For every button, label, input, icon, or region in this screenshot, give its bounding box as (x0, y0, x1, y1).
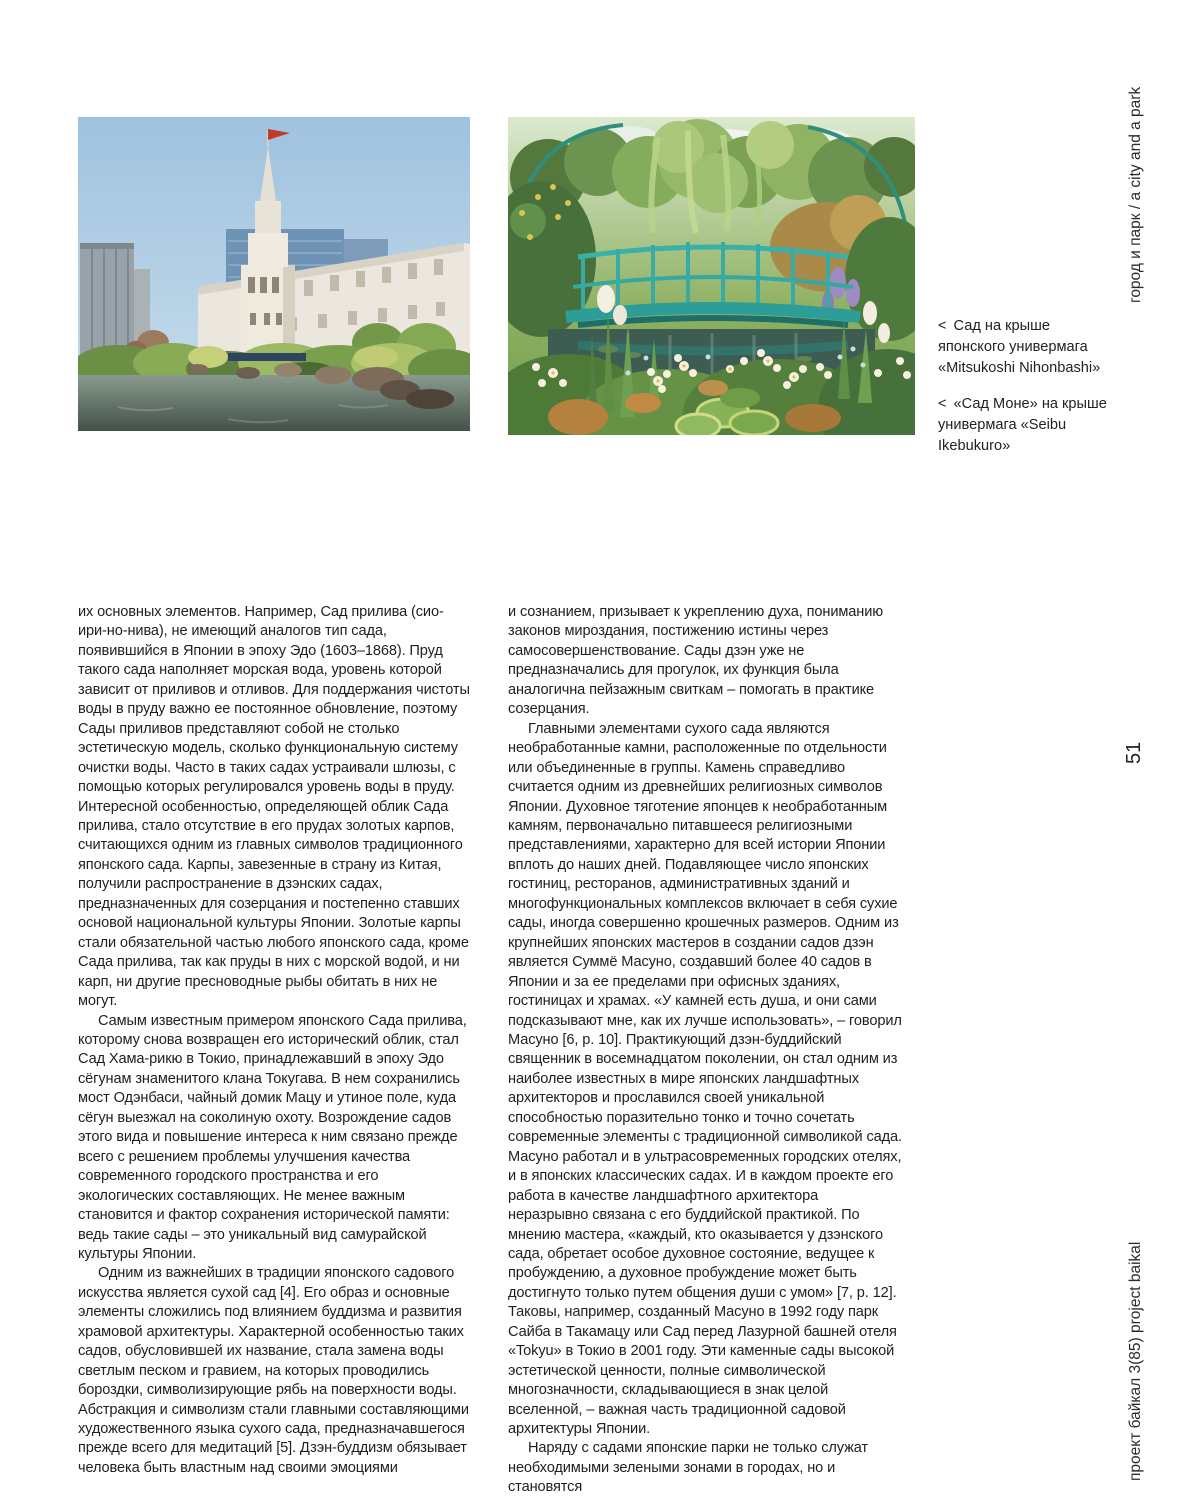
photo-mitsukoshi-rooftop-garden (78, 117, 470, 431)
photo-monet-garden-seibu (508, 117, 915, 435)
photo-captions (938, 316, 1114, 472)
paragraph: их основных элементов. Например, Сад прилива (сио-ири-но-нива), не имеющий аналогов тип сада, появившийся в Японии в эпоху Эдо (1603–1868). Пруд такого сада наполняет морская вода, уровень которой зависит от приливов и отливов. Для поддержания чистоты воды в пруду важно ее постоянное обновление, поэтому Сады приливов представляют собой не столько эстетическую модель, сколько функциональную систему очистки воды. Часто в таких садах устраивали шлюзы, с помощью которых регулировался уровень воды в пруду. Интересной особенностью, определяющей облик Сада прилива, стало отсутствие в его прудах золотых карпов, считающихся одним из главных символов традиционного японского сада. Карпы, завезенные в страну из Китая, получили распространение в дзэнских садах, предназначенных для созерцания и постепенно ставших основой национальной культуры Японии. Золотые карпы стали обязательной частью любого японского сада, кроме Сада прилива, так как пруды в них с морской водой, и ни карп, ни другие пресноводные рыбы обитать в них не могут. (78, 604, 470, 1010)
rooftop-garden-illustration (78, 117, 470, 431)
paragraph: Одним из важнейших в традиции японского садового искусства является сухой сад [4]. Его образ и основные элементы сложились под влиянием буддизма и развития храмовой архитектуры. Характерной особенностью таких садов, обусловившей их название, стала замена воды светлым песком и гравием, на которых проводились бороздки, символизирующие рябь на поверхности воды. Абстракция и символизм стали главными составляющими художественного языка сухого сада, предназначавшегося прежде всего для медитаций [5]. Дзэн-буддизм обязывает человека быть властным над своими эмоциями (78, 1265, 469, 1476)
page-number: 51 (1123, 741, 1145, 764)
paragraph: и сознанием, призывает к укреплению духа, пониманию законов мироздания, постижению истины через самосовершенствование. Сады дзэн уже не предназначались для прогулок, их функция была аналогична пейзажным свиткам – помогать в практике созерцания. (508, 604, 884, 718)
left-pointer-icon: < (938, 318, 947, 334)
journal-vertical-label: проект байкал 3(85) project baikal (1127, 1241, 1144, 1481)
section-vertical-label: город и парк / a city and a park (1127, 86, 1144, 303)
article-right-column (508, 603, 902, 1498)
paragraph: Главными элементами сухого сада являются необработанные камни, расположенные по отдельности или объединенные в группы. Камень справедливо считается одним из древнейших религиозных символов Японии. Духовное тяготение японцев к необработанным камням, первоначально питавшееся религиозными представлениями, характерно для всей истории Японии вплоть до наших дней. Подавляющее число японских гостиниц, ресторанов, административных зданий и многофункциональных комплексов включает в себя сухие сады, иногда совершенно крошечных размеров. Одним из крупнейших японских мастеров в создании садов дзэн является Суммё Масуно, создавший более 40 садов в Японии и за ее пределами при офисных зданиях, гостиницах и храмах. «У камней есть душа, и они сами подсказывают мне, как их лучше использовать», – говорил Масуно [6, p. 10]. Практикующий дзэн-буддийский священник в восемнадцатом поколении, он стал одним из наиболее известных в мире японских ландшафтных архитекторов и прославился своей уникальной способностью поразительно тонко и точно сочетать современные элементы с традиционной символикой сада. Масуно работал и в ультрасовременных городских отелях, и в японских классических садах. И в каждом проекте его работа в качестве ландшафтного архитектора неразрывно связана с его буддийской практикой. По мнению мастера, «каждый, кто оказывается у дзэнского сада, обретает особое духовное состояние, ведущее к пробуждению, а духовное пробуждение может быть достигнуто только путем общения души с умом» [7, p. 12]. Таковы, например, созданный Масуно в 1992 году парк Сайба в Такамацу или Сад перед Лазурной башней отеля «Tokyu» в Токио в 2001 году. Эти каменные сады высокой эстетической ценности, полные символической многозначности, складывающиеся в знак целой вселенной, – важная часть традиционной садовой архитектуры Японии. (508, 720, 902, 1438)
caption-mitsukoshi-text: Сад на крыше японского универмага «Mitsukoshi Nihonbashi» (938, 318, 1101, 376)
caption-seibu-text: «Сад Моне» на крыше универмага «Seibu Ikebukuro» (938, 396, 1107, 454)
article-left-column (78, 603, 472, 1478)
monet-garden-illustration (508, 117, 915, 435)
left-pointer-icon: < (938, 396, 947, 412)
caption-seibu (938, 394, 1114, 457)
caption-mitsukoshi (938, 316, 1114, 379)
paragraph: Самым известным примером японского Сада прилива, которому снова возвращен его исторический облик, стал Сад Хама-рикю в Токио, принадлежавший в эпоху Эдо сёгунам знаменитого клана Токугава. В нем сохранились мост Одэнбаси, чайный домик Мацу и утиное поле, куда сёгун выезжал на соколиную охоту. Возрождение садов этого вида и повышение интереса к ним связано прежде всего с решением проблемы улучшения качества современного городского пространства и его экологических составляющих. Не менее важным становится и фактор сохранения исторической памяти: ведь такие сады – это уникальный вид самурайской культуры Японии. (78, 1012, 467, 1262)
paragraph: Наряду с садами японские парки не только служат необходимыми зелеными зонами в городах, но и становятся (508, 1440, 868, 1496)
